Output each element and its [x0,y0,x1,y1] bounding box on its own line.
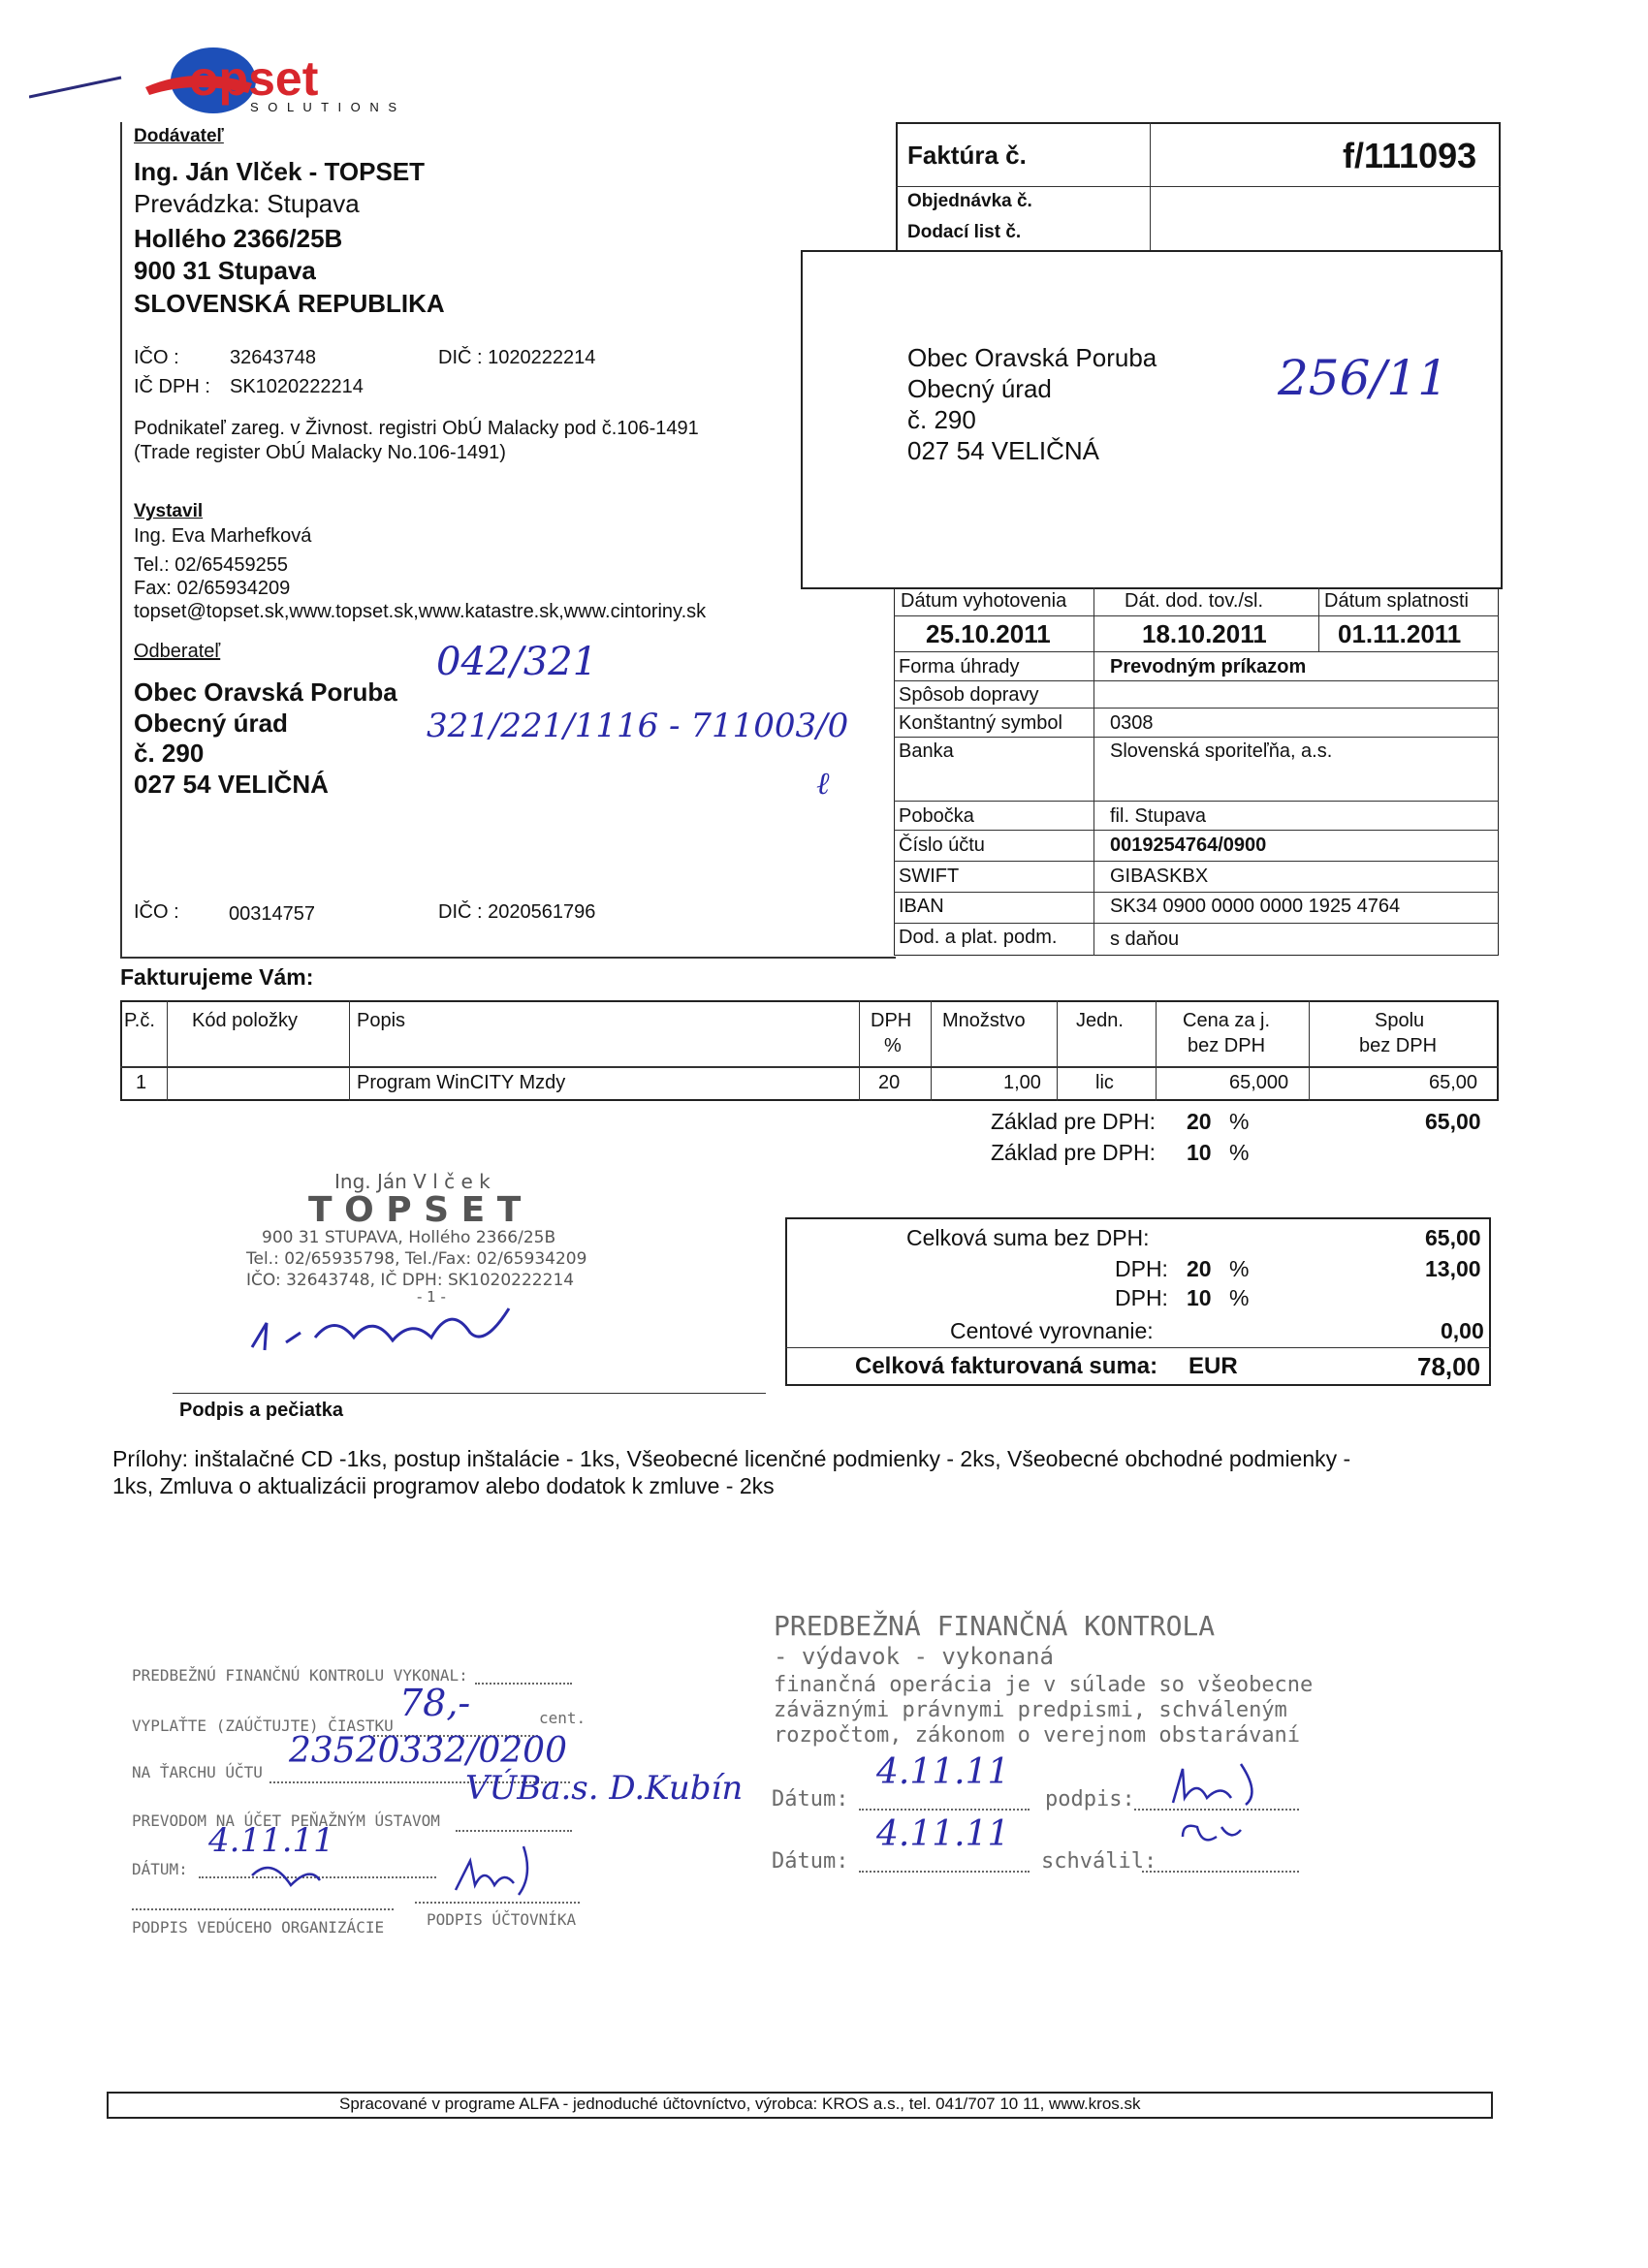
col-header-vat-pct: % [884,1035,902,1056]
handwritten-reg-number: 256/11 [1278,350,1448,406]
items-col7 [1309,1000,1310,1101]
supplier-premises: Prevádzka: Stupava [134,189,360,218]
control-right-dots1 [859,1795,1030,1811]
items-col5 [1057,1000,1058,1101]
vat-base-10-pct: % [1229,1140,1250,1165]
constant-symbol-label: Konštantný symbol [899,712,1062,734]
control-right-date-label1: Dátum: [772,1787,849,1811]
dates-col2 [1318,587,1319,651]
dates-row2 [894,651,1499,652]
customer-dic: DIČ : 2020561796 [438,901,596,923]
handwritten-account: 23520332/0200 [289,1731,567,1771]
item-unit: lic [1095,1072,1114,1093]
items-header-bottom [120,1066,1499,1068]
payment-value: Prevodným príkazom [1110,656,1307,677]
items-title: Fakturujeme Vám: [120,964,314,990]
control-right-dots3 [859,1857,1030,1873]
dates-row1 [894,615,1499,616]
supplier-ico-label: IČO : [134,347,179,368]
stamp-address: 900 31 STUPAVA, Hollého 2366/25B [262,1228,556,1247]
account-label: Číslo účtu [899,835,985,856]
handwritten-date-right2: 4.11.11 [876,1814,1010,1854]
delivery-date-label: Dát. dod. tov./sl. [1125,590,1264,612]
item-total: 65,00 [1429,1072,1478,1093]
pay-row5 [894,830,1499,831]
net-total: 65,00 [1425,1225,1481,1250]
attachments-line2: 1ks, Zmluva o aktualizácii programov alebo dodatok k zmluve - 2ks [112,1473,775,1498]
stamp-ids: IČO: 32643748, IČ DPH: SK1020222214 [246,1271,575,1290]
vat-base-20-amount: 65,00 [1425,1109,1481,1134]
col-header-total-sub: bez DPH [1359,1035,1438,1056]
customer-ico-label: IČO : [134,901,179,923]
issued-by-web: topset@topset.sk,www.topset.sk,www.katastre.sk,www.cintoriny.sk [134,601,707,622]
issued-by-tel: Tel.: 02/65459255 [134,554,289,576]
bank-value: Slovenská sporiteľňa, a.s. [1110,740,1333,762]
control-left-line5: DÁTUM: [132,1860,188,1878]
supplier-register: Podnikateľ zareg. v Živnost. registri ObÚ Malacky pod č.106-1491 [134,418,699,439]
issue-date-label: Dátum vyhotovenia [901,590,1067,612]
item-pc: 1 [136,1072,147,1093]
bank-label: Banka [899,740,954,762]
customer-ico: 00314757 [229,903,315,925]
item-price: 65,000 [1229,1072,1289,1093]
address-line4: 027 54 VELIČNÁ [907,436,1100,465]
pay-row1 [894,680,1499,681]
customer-line3: č. 290 [134,739,205,768]
handwritten-code1: 042/321 [436,640,598,684]
stamp-phone: Tel.: 02/65935798, Tel./Fax: 02/65934209 [246,1249,587,1269]
item-vat: 20 [878,1072,901,1093]
vat10-label: DPH: [1115,1285,1168,1310]
control-left-cent: cent. [539,1709,586,1727]
signature-label: Podpis a pečiatka [179,1400,343,1421]
signature-line [173,1393,766,1394]
control-left-sig-dots1 [132,1905,394,1910]
address-window [801,250,1503,589]
control-left-dots1 [475,1671,572,1685]
stamp-name: Ing. Ján V l č e k [334,1170,491,1193]
branch-value: fil. Stupava [1110,805,1206,827]
vat20-rate: 20 [1187,1256,1212,1281]
item-qty: 1,00 [1003,1072,1041,1093]
col-header-vat: DPH [871,1010,912,1031]
invoice-label: Faktúra č. [907,141,1027,170]
control-left-sig2: PODPIS ÚČTOVNÍKA [427,1910,577,1929]
issued-by-fax: Fax: 02/65934209 [134,578,291,599]
control-right-date-label2: Dátum: [772,1849,849,1874]
vat10-rate: 10 [1187,1285,1212,1310]
address-line1: Obec Oravská Poruba [907,343,1157,372]
supplier-icdph-label: IČ DPH : [134,376,210,397]
logo-tagline: S O L U T I O N S [250,100,400,114]
terms-value: s daňou [1110,929,1180,950]
supplier-register-en: (Trade register ObÚ Malacky No.106-1491) [134,442,506,463]
left-bottom-border [120,957,896,959]
control-right-text1: finančná operácia je v súlade so všeobecne [774,1673,1314,1697]
grand-total-label: Celková fakturovaná suma: [855,1353,1158,1379]
dates-col1 [1093,587,1094,956]
rounding-label: Centové vyrovnanie: [950,1318,1154,1343]
pay-row6 [894,861,1499,862]
issued-by-heading: Vystavil [134,501,204,521]
invoice-number: f/111093 [1343,136,1477,175]
pay-row7 [894,892,1499,893]
pay-row3 [894,737,1499,738]
vat20-label: DPH: [1115,1256,1168,1281]
pay-row4 [894,801,1499,802]
due-date-label: Dátum splatnosti [1324,590,1469,612]
supplier-city: 900 31 Stupava [134,256,316,285]
invoice-header-divider [1150,122,1151,252]
control-right-sign-label: podpis: [1045,1787,1135,1811]
customer-heading: Odberateľ [134,641,221,662]
grand-total-currency: EUR [1188,1353,1238,1379]
transport-label: Spôsob dopravy [899,684,1039,706]
items-table [120,1000,1499,1101]
items-col6 [1156,1000,1157,1101]
customer-line1: Obec Oravská Poruba [134,677,397,707]
col-header-desc: Popis [357,1010,406,1031]
control-right-text3: rozpočtom, zákonom o verejnom obstarávaní [774,1723,1301,1748]
supplier-icdph: SK1020222214 [230,376,364,397]
handwritten-date-left: 4.11.11 [208,1821,334,1860]
delivery-note-label: Dodací list č. [907,222,1022,242]
issued-by-name: Ing. Eva Marhefková [134,525,312,547]
col-header-code: Kód položky [192,1010,298,1031]
account-value: 0019254764/0900 [1110,835,1267,856]
col-header-price-sub: bez DPH [1188,1035,1266,1056]
items-col4 [931,1000,932,1101]
totals-grand-line [785,1347,1491,1348]
supplier-dic: DIČ : 1020222214 [438,347,596,368]
control-left-signatures [233,1827,601,1905]
iban-value: SK34 0900 0000 0000 1925 4764 [1110,896,1401,917]
items-col1 [167,1000,168,1101]
stamp-number: - 1 - [417,1288,446,1306]
col-header-unit: Jedn. [1076,1010,1124,1031]
rounding-amount: 0,00 [1441,1318,1484,1343]
left-border [120,122,122,958]
col-header-pc: P.č. [124,1010,155,1031]
control-right-sub: - výdavok - vykonaná [774,1643,1054,1670]
vat-base-20-rate: 20 [1187,1109,1212,1134]
supplier-ico: 32643748 [230,347,316,368]
due-date: 01.11.2011 [1338,619,1462,648]
control-right-text2: záväznými právnymi predpismi, schváleným [774,1698,1287,1722]
col-header-price: Cena za j. [1183,1010,1271,1031]
vat-base-20-pct: % [1229,1109,1250,1134]
handwritten-bank: VÚBa.s. D.Kubín [465,1769,744,1808]
branch-label: Pobočka [899,805,974,827]
swift-value: GIBASKBX [1110,866,1209,887]
supplier-heading: Dodávateľ [134,126,224,146]
footer-text: Spracované v programe ALFA - jednoduché účtovníctvo, výrobca: KROS a.s., tel. 041/707 10 11, www.kros.sk [339,2095,1141,2113]
vat-base-20-label: Základ pre DPH: [991,1109,1157,1134]
col-header-total: Spolu [1375,1010,1425,1031]
item-desc: Program WinCITY Mzdy [357,1072,566,1093]
swift-label: SWIFT [899,866,960,887]
attachments-line1: Prílohy: inštalačné CD -1ks, postup inštalácie - 1ks, Všeobecné licenčné podmienky - 2ks, Všeobecné obchodné podmienky - [112,1446,1351,1471]
control-left-line3: NA ŤARCHU ÚČTU [132,1763,263,1781]
iban-label: IBAN [899,896,944,917]
pay-row8 [894,923,1499,924]
address-line3: č. 290 [907,405,976,434]
invoice-header-row [896,186,1501,187]
pay-row2 [894,708,1499,709]
control-left-line1: PREDBEŽNÚ FINANČNÚ KONTROLU VYKONAL: [132,1666,468,1685]
order-label: Objednávka č. [907,191,1032,211]
constant-symbol-value: 0308 [1110,712,1154,734]
grand-total: 78,00 [1417,1352,1481,1381]
vat-base-10-label: Základ pre DPH: [991,1140,1157,1165]
control-right-signatures [1163,1745,1309,1861]
stamp-brand: T O P S E T [308,1190,522,1230]
vat10-pct: % [1229,1285,1250,1310]
customer-line2: Obecný úrad [134,709,288,738]
address-line2: Obecný úrad [907,374,1052,403]
items-col3 [859,1000,860,1101]
control-left-line4: PREVODOM NA ÚČET PEŇAŽNÝM ÚSTAVOM [132,1811,440,1830]
payment-label: Forma úhrady [899,656,1020,677]
terms-label: Dod. a plat. podm. [899,927,1058,948]
vat20-pct: % [1229,1256,1250,1281]
issue-date: 25.10.2011 [926,619,1051,648]
items-col2 [349,1000,350,1101]
handwritten-amount: 78,- [399,1682,471,1724]
delivery-date: 18.10.2011 [1142,619,1267,648]
supplier-name: Ing. Ján Vlček - TOPSET [134,157,426,186]
vat20-amount: 13,00 [1425,1256,1481,1281]
vat-base-10-rate: 10 [1187,1140,1212,1165]
handwritten-code2: 321/221/1116 - 711003/0 [427,707,849,745]
net-total-label: Celková suma bez DPH: [906,1225,1150,1250]
supplier-country: SLOVENSKÁ REPUBLIKA [134,289,445,318]
control-left-sig1: PODPIS VEDÚCEHO ORGANIZÁCIE [132,1918,385,1937]
control-right-title: PREDBEŽNÁ FINANČNÁ KONTROLA [774,1610,1216,1642]
control-right-approve-label: schválil: [1041,1849,1157,1874]
supplier-street: Hollého 2366/25B [134,224,343,253]
handwritten-initials-1: ℓ [816,765,830,802]
supplier-signature [247,1294,538,1362]
svg-text:opset: opset [189,51,319,106]
handwritten-date-right1: 4.11.11 [876,1752,1010,1792]
col-header-qty: Množstvo [942,1010,1026,1031]
customer-line4: 027 54 VELIČNÁ [134,770,329,799]
control-left-line2: VYPLAŤTE (ZAÚČTUJTE) ČIASTKU [132,1717,394,1735]
